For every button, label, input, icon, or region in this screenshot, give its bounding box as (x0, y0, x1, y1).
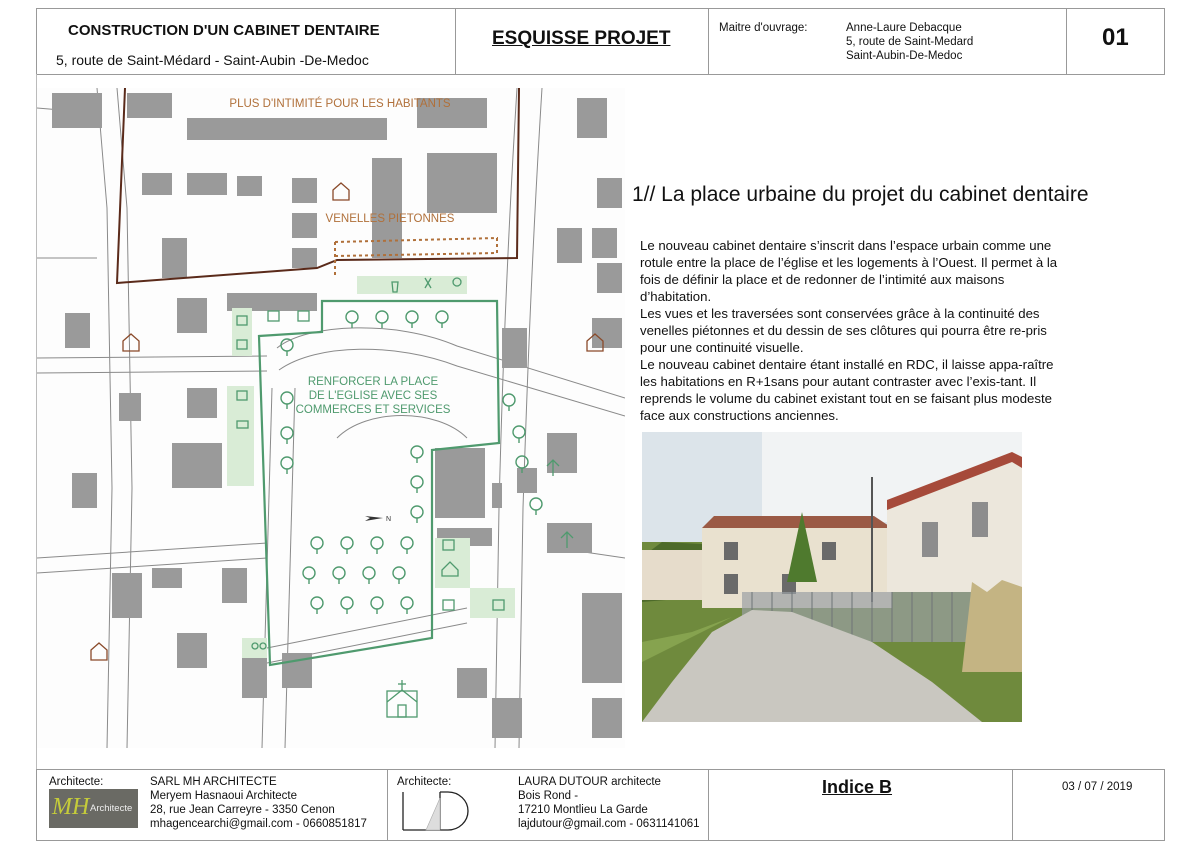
site-photo (642, 432, 1022, 722)
firm-1-person: Meryem Hasnaoui Architecte (150, 790, 298, 802)
revision-index: Indice B (822, 777, 893, 797)
owner-address-line2: Saint-Aubin-De-Medoc (846, 50, 963, 62)
owner-address-line1: 5, route de Saint-Medard (846, 36, 974, 48)
firm-2-line3: 17210 Montlieu La Garde (518, 804, 648, 816)
document-date: 03 / 07 / 2019 (1062, 781, 1133, 793)
label-place-line2: DE L'EGLISE AVEC SES (308, 390, 438, 402)
section-title: 1// La place urbaine du projet du cabinet dentaire (632, 183, 1089, 206)
north-label: N (386, 516, 392, 523)
firm-1-name: SARL MH ARCHITECTE (150, 776, 277, 788)
firm-1-contact: mhagencearchi@gmail.com - 0660851817 (150, 818, 367, 830)
label-place-line1: RENFORCER LA PLACE (307, 376, 439, 388)
architect-label-2: Architecte: (397, 776, 452, 788)
site-plan (37, 88, 625, 748)
mh-logo: MH Architecte (49, 789, 138, 828)
firm-2-contact: lajdutour@gmail.com - 0631141061 (518, 818, 700, 830)
label-alleys: VENELLES PIETONNES (325, 213, 455, 225)
firm-2-line2: Bois Rond - (518, 790, 579, 802)
label-place-line3: COMMERCES ET SERVICES (295, 404, 451, 416)
project-title: CONSTRUCTION D'UN CABINET DENTAIRE (68, 22, 380, 39)
page-number: 01 (1102, 24, 1129, 51)
paragraph-2: Les vues et les traversées sont conservées grâce à la continuité des venelles piétonnes et du dessin de ses clôtures qui pourra être re-pris pour une continuité visuelle. (640, 306, 1047, 355)
label-intimacy: PLUS D'INTIMITÉ POUR LES HABITANTS (229, 98, 451, 110)
firm-1-address: 28, rue Jean Carreyre - 3350 Cenon (150, 804, 335, 816)
project-address: 5, route de Saint-Médard - Saint-Aubin -De-Medoc (56, 52, 369, 68)
owner-name: Anne-Laure Debacque (846, 22, 962, 34)
firm-2-name: LAURA DUTOUR architecte (518, 776, 661, 788)
ld-logo (400, 790, 476, 832)
paragraph-1: Le nouveau cabinet dentaire s’inscrit dans l’espace urbain comme une rotule entre la place de l’église et les logements à l’Ouest. Il permet à la fois de définir la place et de redonner de l’intimité aux maisons d’habitation. (640, 238, 1058, 304)
owner-label: Maitre d'ouvrage: (719, 22, 808, 34)
phase-title: ESQUISSE PROJET (492, 28, 671, 49)
paragraph-3: Le nouveau cabinet dentaire étant installé en RDC, il laisse appa-raître les habitations en R+1sans pour autant contraster avec l’exis-tant. Il reprends le volume du cabinet existant tout en se faisant plus modeste face aux constructions anciennes. (640, 357, 1054, 423)
description (640, 237, 1070, 424)
mh-logo-text: Architecte (90, 803, 133, 814)
architect-label-1: Architecte: (49, 776, 104, 788)
